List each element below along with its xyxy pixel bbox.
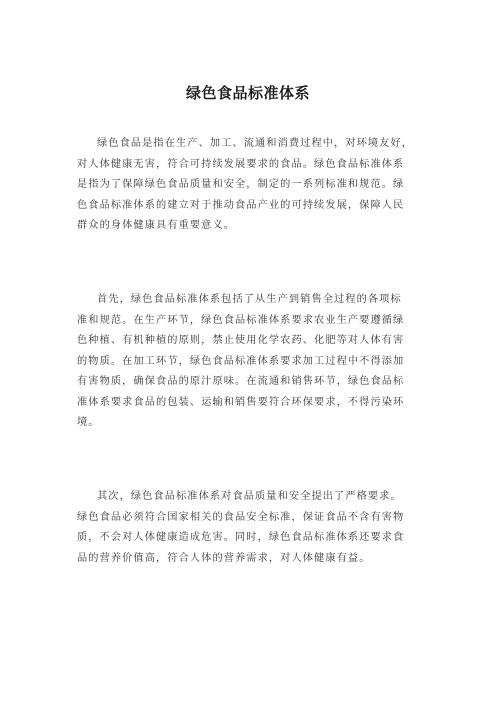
paragraph-first xyxy=(77,290,437,434)
paragraph-second xyxy=(77,487,437,569)
paragraph-line: 色种植、有机种植的原则，禁止使用化学农药、化肥等对人体有害 xyxy=(77,335,405,346)
paragraph-line: 其次，绿色食品标准体系对食品质量和安全提出了严格要求。 xyxy=(97,491,402,502)
paragraph-line: 的物质。在加工环节，绿色食品标准体系要求加工过程中不得添加 xyxy=(77,355,405,367)
paragraph-line: 对人体健康无害，符合可持续发展要求的食品。绿色食品标准体系 xyxy=(77,158,405,170)
paragraph-line: 群众的身体健康具有重要意义。 xyxy=(77,220,236,231)
page-title: 绿色食品标准体系 xyxy=(185,84,310,102)
paragraph-line: 是指为了保障绿色食品质量和安全，制定的一系列标准和规范。绿 xyxy=(77,179,405,190)
paragraph-line: 有害物质，确保食品的原汁原味。在流通和销售环节，绿色食品标 xyxy=(77,376,405,387)
paragraph-line: 绿色食品是指在生产、加工、流通和消费过程中，对环境友好， xyxy=(97,138,414,149)
paragraph-line: 境。 xyxy=(77,417,100,428)
paragraph-line: 准体系要求食品的包装、运输和销售要符合环保要求，不得污染环 xyxy=(77,396,405,408)
paragraph-line: 准和规范。在生产环节，绿色食品标准体系要求农业生产要遵循绿 xyxy=(77,314,405,326)
paragraph-intro xyxy=(77,134,437,237)
paragraph-line: 质，不会对人体健康造成危害。同时，绿色食品标准体系还要求食 xyxy=(77,532,405,543)
paragraph-line: 品的营养价值高，符合人体的营养需求，对人体健康有益。 xyxy=(77,552,371,564)
paragraph-line: 首先，绿色食品标准体系包括了从生产到销售全过程的各项标 xyxy=(97,294,402,305)
paragraph-line: 色食品标准体系的建立对于推动食品产业的可持续发展，保障人民 xyxy=(77,199,405,211)
paragraph-line: 绿色食品必须符合国家相关的食品安全标准，保证食品不含有害物 xyxy=(77,511,405,523)
